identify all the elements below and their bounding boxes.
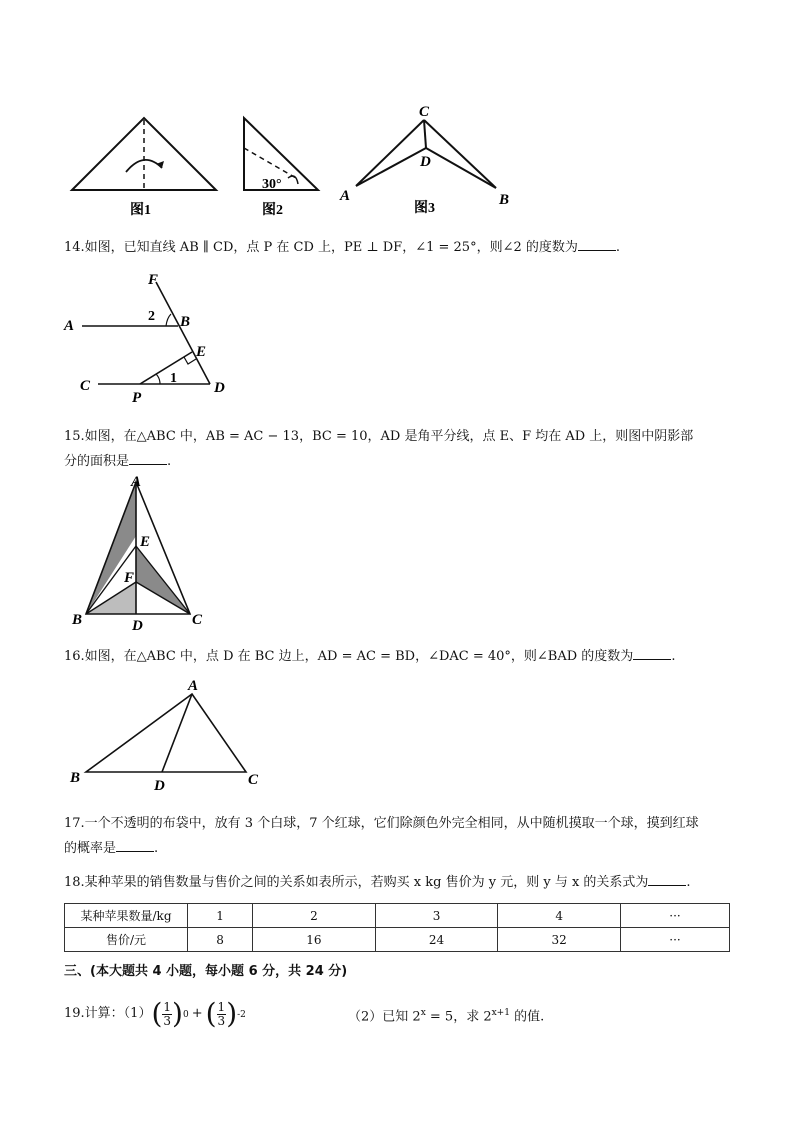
q16-text: 16.如图，在△ABC 中，点 D 在 BC 边上，AD = AC = BD，∠DAC = 40°，则∠BAD 的度数为 . xyxy=(64,649,676,664)
figure-fold-2 xyxy=(236,110,326,220)
segment-PE xyxy=(140,352,192,384)
label-C: C xyxy=(248,772,259,788)
table-cell: 3 xyxy=(375,904,498,928)
angle-arc-icon xyxy=(288,176,298,184)
label-B: B xyxy=(72,612,83,628)
fold-triangle xyxy=(72,118,216,190)
table-row xyxy=(65,928,730,952)
q15-text-line2: 分的面积是 . xyxy=(64,454,172,469)
q14-answer-blank[interactable] xyxy=(578,238,616,251)
table-cell: 16 xyxy=(253,928,376,952)
table-cell: 24 xyxy=(375,928,498,952)
table-cell: ··· xyxy=(621,928,730,952)
label-A: A xyxy=(131,474,142,490)
q17-text-line1: 17.一个不透明的布袋中，放有 3 个白球，7 个红球，它们除颜色外完全相同，从中随机摸取一个球，摸到红球 xyxy=(64,816,699,831)
label-D: D xyxy=(132,618,143,634)
q18-price-table xyxy=(64,903,730,952)
q15-text-line1: 15.如图，在△ABC 中，AB = AC − 13，BC = 10，AD 是角平分线，点 E、F 均在 AD 上，则图中阴影部 xyxy=(64,429,694,444)
q14-figure xyxy=(60,268,250,408)
label-1: 1 xyxy=(170,371,177,386)
figure-fold-3 xyxy=(336,98,526,218)
label-B: B xyxy=(499,192,510,208)
q17-text-line2: 的概率是 . xyxy=(64,841,159,856)
label-B: B xyxy=(70,770,81,786)
label-C: C xyxy=(419,104,430,120)
q19-part1: 19.计算：（1） ( $\frac{1}{3}$ ) 0 + ( $\frac{1}{3}$ ) -2 xyxy=(64,997,246,1030)
label-D: D xyxy=(214,380,225,396)
label-A: A xyxy=(340,188,351,204)
q14-text: 14.如图，已知直线 AB ∥ CD，点 P 在 CD 上，PE ⊥ DF，∠1 = 25°，则∠2 的度数为 . xyxy=(64,240,621,255)
q18-text: 18.某种苹果的销售数量与售价之间的关系如表所示，若购买 x kg 售价为 y 元，则 y 与 x 的关系式为 . xyxy=(64,875,691,890)
figure-fold-1 xyxy=(66,110,226,220)
label-A: A xyxy=(64,318,75,334)
section-3-heading: 三、(本大题共 4 小题，每小题 6 分，共 24 分) xyxy=(64,964,348,979)
table-cell: 2 xyxy=(253,904,376,928)
label-C: C xyxy=(192,612,203,628)
label-F: F xyxy=(148,272,159,288)
label-D: D xyxy=(420,154,431,170)
q17-answer-blank[interactable] xyxy=(116,839,154,852)
table-cell: 4 xyxy=(498,904,621,928)
angle-2-arc-icon xyxy=(166,314,171,326)
right-angle-mark-icon xyxy=(184,357,196,364)
angle-30-label: 30° xyxy=(262,177,282,192)
q16-figure xyxy=(66,674,266,796)
table-cell: ··· xyxy=(621,904,730,928)
caption-fig2: 图2 xyxy=(262,203,283,218)
q18-answer-blank[interactable] xyxy=(648,873,686,886)
q19-part2: （2）已知 $2^x = 5$，求 $2^{x+1}$ 的值. xyxy=(348,1008,545,1025)
label-B: B xyxy=(180,314,191,330)
q15-figure xyxy=(66,474,216,634)
fraction-one-third-2: $\frac{1}{3}$ xyxy=(217,999,226,1028)
table-header-cell: 售价/元 xyxy=(65,928,188,952)
angle-1-arc-icon xyxy=(156,374,160,384)
edge-AC xyxy=(356,120,424,186)
fold-dash xyxy=(244,148,296,178)
fraction-one-third: $\frac{1}{3}$ xyxy=(163,999,172,1028)
label-E: E xyxy=(196,344,207,360)
label-2: 2 xyxy=(148,309,155,324)
label-E: E xyxy=(140,534,151,550)
label-D: D xyxy=(154,778,165,794)
label-F: F xyxy=(124,570,135,586)
caption-fig3: 图3 xyxy=(414,201,435,216)
edge-CD xyxy=(424,120,426,148)
label-P: P xyxy=(132,390,142,406)
caption-fig1: 图1 xyxy=(130,203,151,218)
q16-answer-blank[interactable] xyxy=(633,647,671,660)
table-cell: 8 xyxy=(188,928,253,952)
table-cell: 32 xyxy=(498,928,621,952)
table-header-cell: 某种苹果数量/kg xyxy=(65,904,188,928)
label-A: A xyxy=(188,678,199,694)
label-C: C xyxy=(80,378,91,394)
table-cell: 1 xyxy=(188,904,253,928)
q15-answer-blank[interactable] xyxy=(129,452,167,465)
edge-AD xyxy=(356,148,426,186)
table-row xyxy=(65,904,730,928)
